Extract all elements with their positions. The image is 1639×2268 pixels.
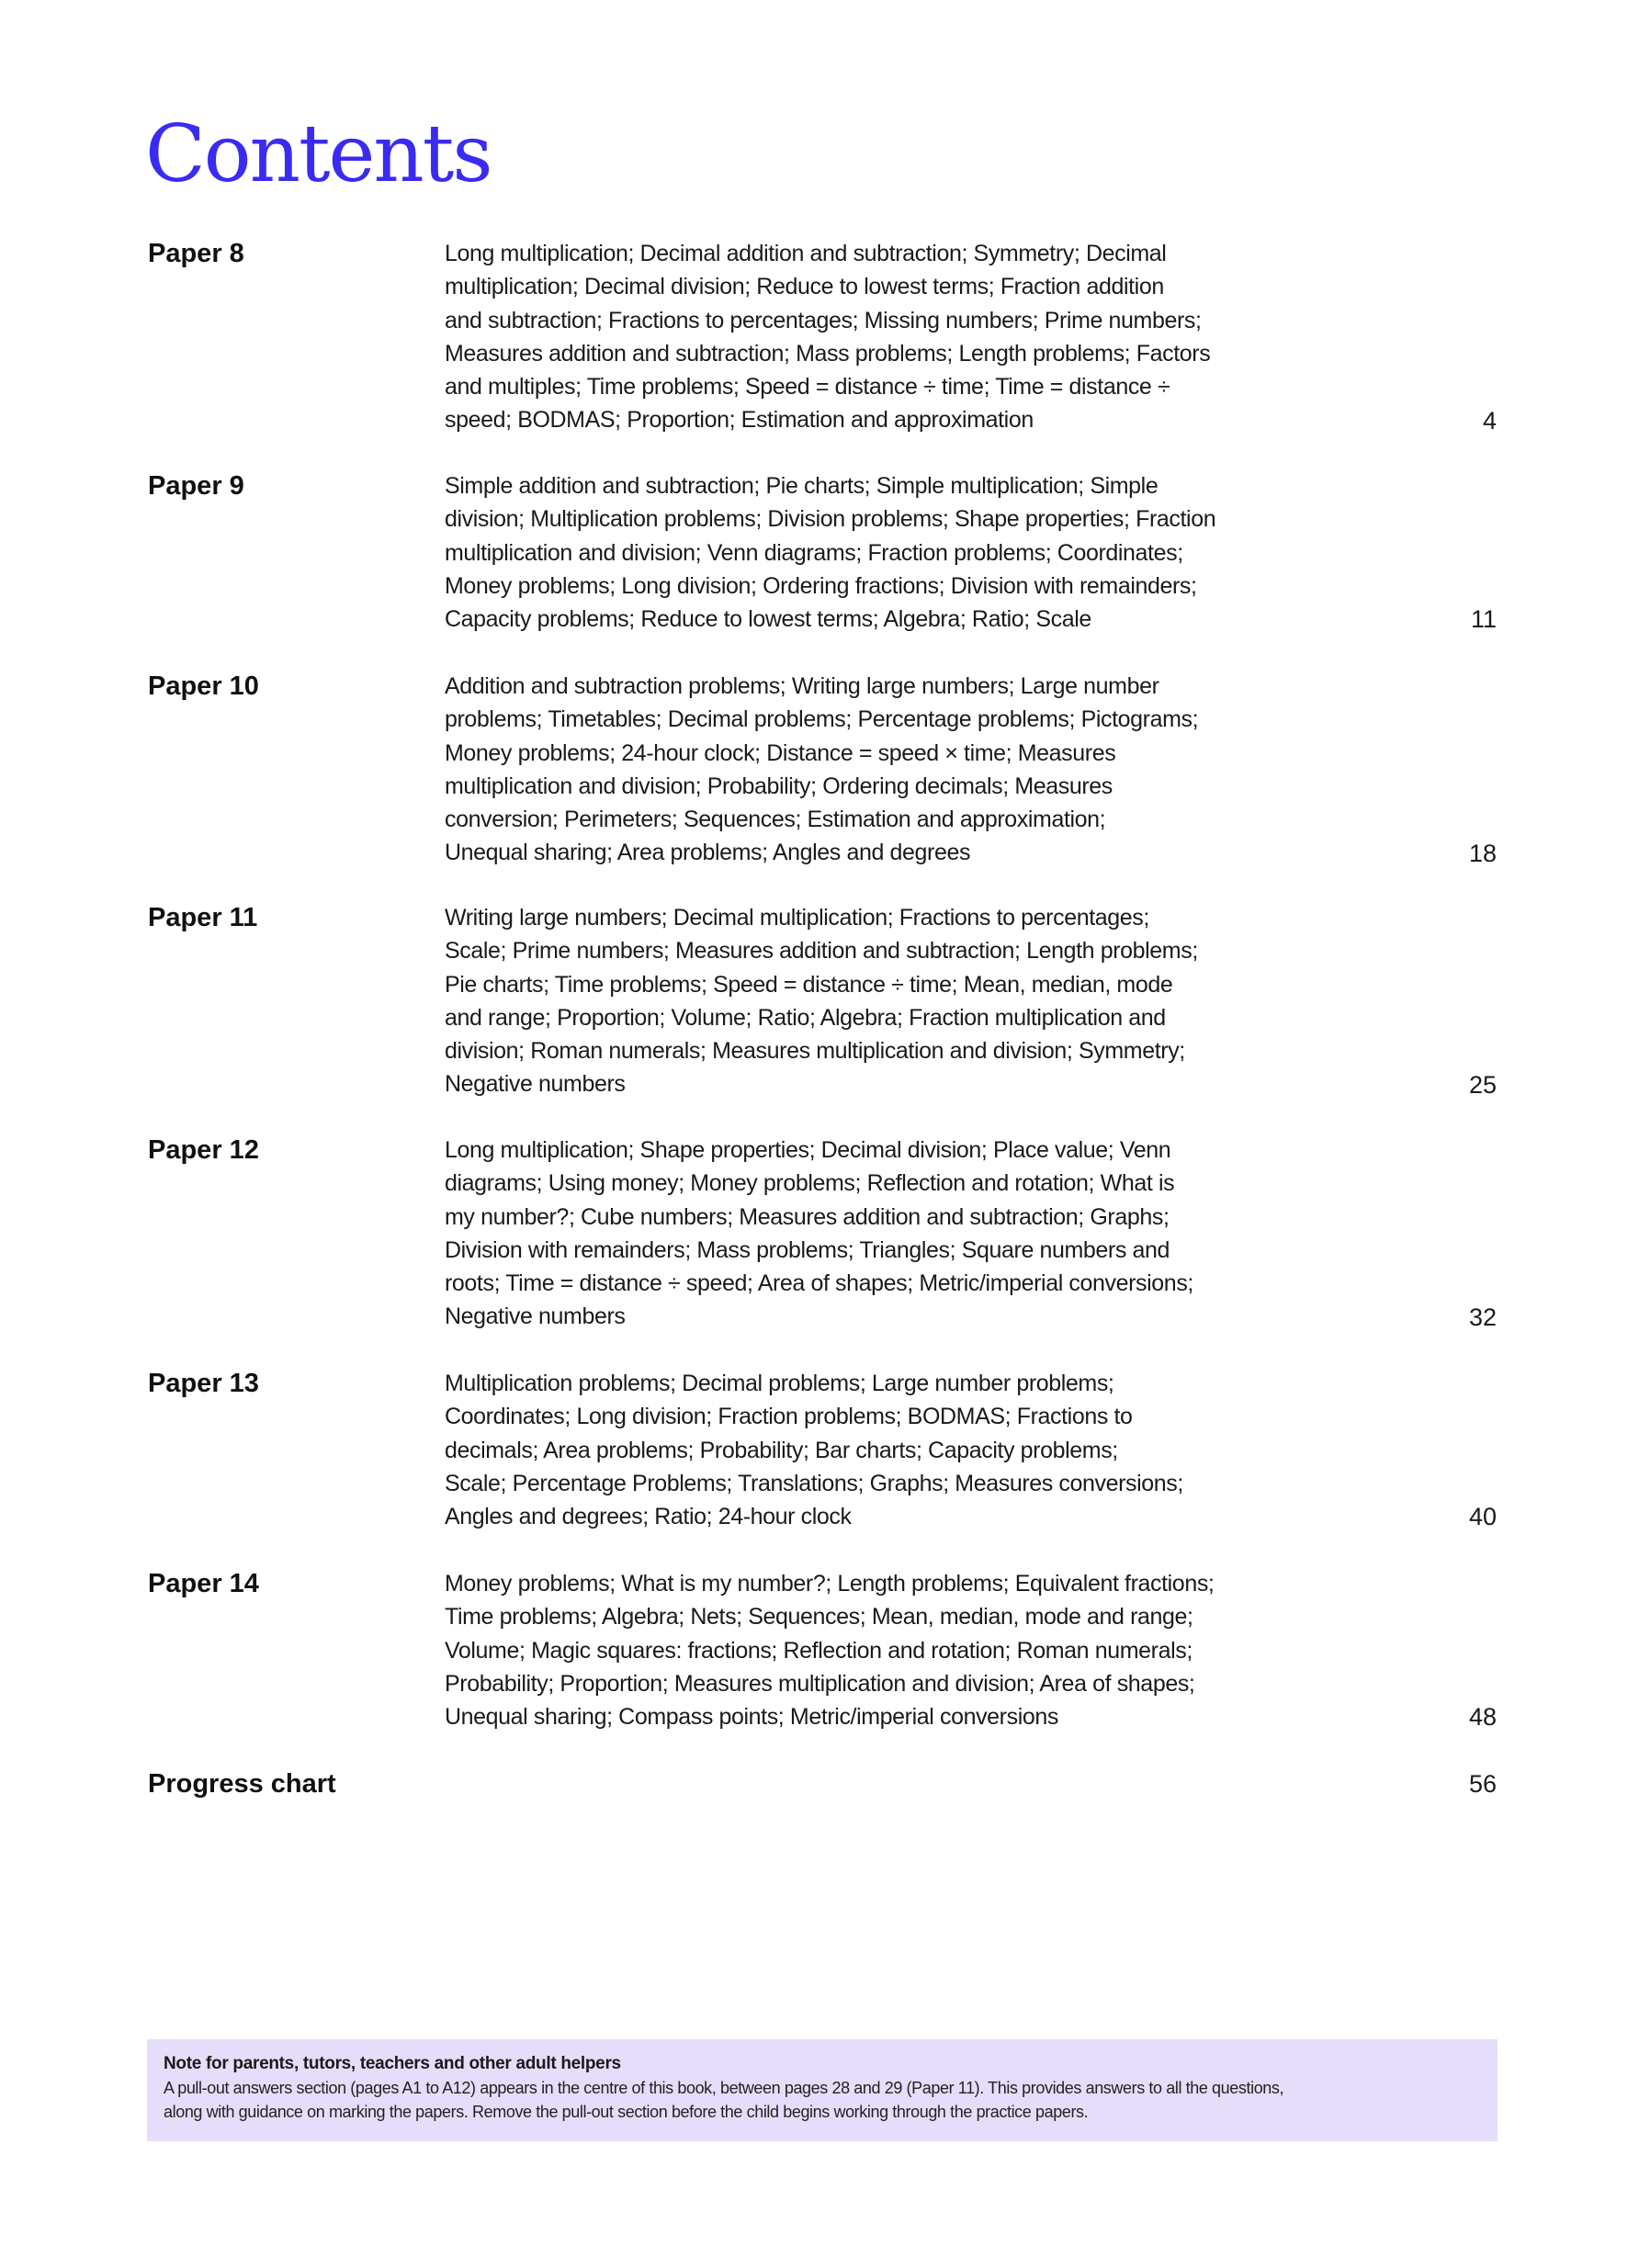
page-number: 18 [1468, 839, 1497, 867]
toc-entry-topics [445, 237, 1210, 437]
topic-line: Measures addition and subtraction; Mass problems; Length problems; Factors [445, 340, 1211, 367]
topic-line: Long multiplication; Shape properties; Decimal division; Place value; Venn [445, 1137, 1171, 1163]
topic-line: multiplication; Decimal division; Reduce to lowest terms; Fraction addition [445, 274, 1164, 300]
page-number: 48 [1468, 1703, 1497, 1732]
topic-line: Unequal sharing; Compass points; Metric/imperial conversions [445, 1704, 1058, 1731]
topic-line: Unequal sharing; Area problems; Angles and degrees [445, 840, 971, 866]
topic-line: Division with remainders; Mass problems; Triangles; Square numbers and [445, 1236, 1170, 1263]
topic-line: Probability; Proportion; Measures multiplication and division; Area of shapes; [445, 1670, 1195, 1697]
topic-line: roots; Time = distance ÷ speed; Area of shapes; Metric/imperial conversions; [445, 1270, 1193, 1297]
topic-line: Capacity problems; Reduce to lowest terms; Algebra; Ratio; Scale [445, 606, 1091, 633]
topic-line: and range; Proportion; Volume; Ratio; Algebra; Fraction multiplication and [445, 1004, 1166, 1031]
topic-line: Scale; Percentage Problems; Translations; Graphs; Measures conversions; [445, 1470, 1183, 1496]
page-title: Contents [145, 108, 492, 200]
page-number: 32 [1468, 1303, 1497, 1331]
topic-line: diagrams; Using money; Money problems; Reflection and rotation; What is [445, 1170, 1175, 1197]
topic-line: Scale; Prime numbers; Measures addition and subtraction; Length problems; [445, 938, 1198, 965]
page-number: 4 [1482, 406, 1497, 434]
topic-line: Money problems; What is my number?; Length problems; Equivalent fractions; [445, 1571, 1215, 1597]
topic-line: Time problems; Algebra; Nets; Sequences; Mean, median, mode and range; [445, 1604, 1193, 1630]
toc-entry-label: Progress chart [148, 1769, 336, 1799]
topic-line: Money problems; Long division; Ordering fractions; Division with remainders; [445, 572, 1197, 599]
topic-line: Writing large numbers; Decimal multiplication; Fractions to percentages; [445, 905, 1149, 931]
topic-line: and subtraction; Fractions to percentages; Missing numbers; Prime numbers; [445, 307, 1202, 333]
toc-entry-label: Paper 10 [148, 671, 259, 701]
note-line: along with guidance on marking the papers. Remove the pull-out section before the child begins working through the practice papers. [164, 2103, 1089, 2121]
topic-line: my number?; Cube numbers; Measures addition and subtraction; Graphs; [445, 1203, 1170, 1230]
topic-line: Multiplication problems; Decimal problems; Large number problems; [445, 1371, 1114, 1396]
toc-entry-topics [445, 670, 1198, 870]
note-box [147, 2039, 1498, 2141]
note-title: Note for parents, tutors, teachers and other adult helpers [164, 2054, 621, 2073]
toc-entry-topics [445, 1134, 1193, 1334]
toc-entry-label: Paper 8 [148, 239, 244, 268]
topic-line: Negative numbers [445, 1303, 626, 1330]
topic-line: Coordinates; Long division; Fraction problems; BODMAS; Fractions to [445, 1404, 1133, 1430]
toc-entry-label: Paper 13 [148, 1369, 259, 1398]
topic-line: Angles and degrees; Ratio; 24-hour clock [445, 1504, 852, 1530]
toc-entry-topics [445, 1367, 1183, 1533]
toc-entry-topics [445, 901, 1198, 1101]
toc-entry-label: Paper 12 [148, 1135, 259, 1165]
page-number: 40 [1468, 1503, 1497, 1531]
note-body [164, 2076, 1481, 2124]
toc-entry-label: Paper 9 [148, 471, 244, 501]
topic-line: Negative numbers [445, 1071, 626, 1098]
toc-entry-label: Paper 11 [148, 903, 258, 932]
topic-line: Simple addition and subtraction; Pie charts; Simple multiplication; Simple [445, 473, 1159, 499]
topic-line: problems; Timetables; Decimal problems; Percentage problems; Pictograms; [445, 706, 1199, 733]
topic-line: and multiples; Time problems; Speed = distance ÷ time; Time = distance ÷ [445, 374, 1170, 401]
toc-entry-topics [445, 1567, 1214, 1733]
topic-line: Pie charts; Time problems; Speed = distance ÷ time; Mean, median, mode [445, 971, 1173, 998]
page-number: 56 [1468, 1770, 1497, 1798]
page-number: 25 [1468, 1070, 1497, 1099]
topic-line: Money problems; 24-hour clock; Distance = speed × time; Measures [445, 739, 1116, 766]
topic-line: Long multiplication; Decimal addition and subtraction; Symmetry; Decimal [445, 241, 1167, 266]
topic-line: division; Roman numerals; Measures multiplication and division; Symmetry; [445, 1038, 1185, 1065]
topic-line: Addition and subtraction problems; Writing large numbers; Large number [445, 673, 1159, 699]
toc-entry-label: Paper 14 [148, 1569, 259, 1598]
topic-line: Volume; Magic squares: fractions; Reflection and rotation; Roman numerals; [445, 1637, 1193, 1664]
toc-entry-topics [445, 469, 1215, 636]
topic-line: multiplication and division; Venn diagrams; Fraction problems; Coordinates; [445, 539, 1183, 566]
topic-line: conversion; Perimeters; Sequences; Estimation and approximation; [445, 807, 1106, 833]
topic-line: decimals; Area problems; Probability; Bar charts; Capacity problems; [445, 1437, 1118, 1463]
page-number: 11 [1470, 605, 1497, 634]
note-line: A pull-out answers section (pages A1 to A12) appears in the centre of this book, between pages 28 and 29 (Paper 11). This provides answers to all the questions, [164, 2079, 1284, 2097]
topic-line: multiplication and division; Probability; Ordering decimals; Measures [445, 773, 1113, 799]
topic-line: speed; BODMAS; Proportion; Estimation and approximation [445, 407, 1034, 434]
topic-line: division; Multiplication problems; Division problems; Shape properties; Fraction [445, 506, 1216, 533]
